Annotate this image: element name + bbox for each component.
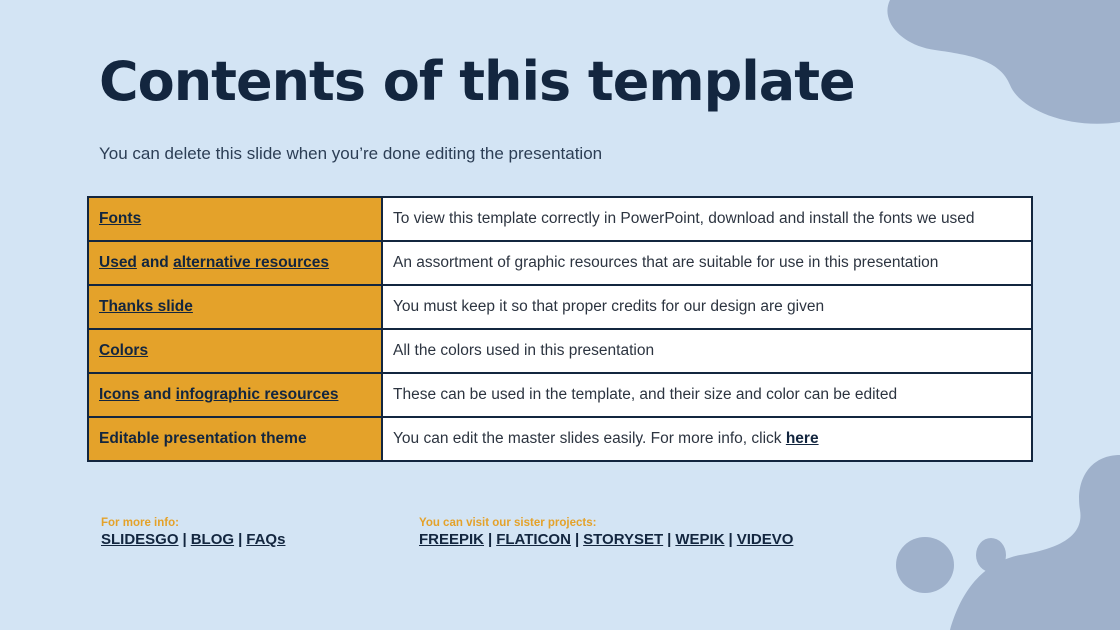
row-description-text: These can be used in the template, and their size and color can be edited — [393, 386, 898, 403]
decorative-blob-small-pebble — [975, 537, 1007, 573]
footer-sister-projects-title: You can visit our sister projects: — [419, 517, 597, 529]
row-description-cell — [382, 241, 1032, 285]
used-link[interactable]: Used — [99, 254, 137, 271]
row-label-cell — [88, 373, 382, 417]
decorative-blob-bottom-right — [940, 455, 1120, 630]
footer-sister-projects — [419, 517, 793, 548]
here-link[interactable]: here — [785, 430, 819, 447]
row-label-text: Editable presentation theme — [99, 430, 307, 447]
link-separator: | — [574, 531, 580, 548]
page-title: Contents of this template — [99, 50, 855, 113]
link-separator: | — [238, 531, 243, 548]
row-label-cell — [88, 417, 382, 461]
decorative-blob-top-right — [880, 0, 1120, 130]
wepik-link[interactable]: WEPIK — [675, 531, 725, 548]
link-separator: | — [667, 531, 672, 548]
table-row — [88, 241, 1032, 285]
flaticon-link[interactable]: FLATICON — [496, 531, 571, 548]
icons-link[interactable]: Icons — [99, 386, 140, 403]
row-description-cell — [382, 285, 1032, 329]
footer-sister-projects-links — [419, 531, 793, 548]
row-label-cell — [88, 329, 382, 373]
storyset-link[interactable]: STORYSET — [583, 531, 664, 548]
faqs-link[interactable]: FAQs — [246, 531, 286, 548]
row-description-text: All the colors used in this presentation — [393, 342, 655, 359]
row-description-cell — [382, 197, 1032, 241]
row-description-cell — [382, 417, 1032, 461]
row-description-text: To view this template correctly in PowerPoint, download and install the fonts we used — [393, 210, 975, 227]
table-row — [88, 197, 1032, 241]
page-subtitle: You can delete this slide when you’re done editing the presentation — [99, 144, 603, 163]
row-label-cell — [88, 197, 382, 241]
table-row — [88, 285, 1032, 329]
slidesgo-link[interactable]: SLIDESGO — [101, 531, 179, 548]
footer-more-info — [101, 517, 285, 548]
colors-link[interactable]: Colors — [99, 342, 149, 359]
row-description-cell — [382, 373, 1032, 417]
blog-link[interactable]: BLOG — [190, 531, 235, 548]
videvo-link[interactable]: VIDEVO — [736, 531, 794, 548]
freepik-link[interactable]: FREEPIK — [419, 531, 485, 548]
row-description-text: You can edit the master slides easily. For more info, click — [393, 430, 786, 447]
link-separator: | — [728, 531, 733, 548]
fonts-link[interactable]: Fonts — [99, 210, 142, 227]
alternative-resources-link[interactable]: alternative resources — [173, 254, 330, 271]
thanks-slide-link[interactable]: Thanks slide — [99, 298, 193, 315]
row-description-text: You must keep it so that proper credits for our design are given — [393, 298, 825, 315]
decorative-blob-pebble — [895, 535, 955, 595]
link-separator: | — [488, 531, 493, 548]
footer-more-info-links — [101, 531, 285, 548]
row-label-text: and — [136, 254, 174, 271]
footer-more-info-title: For more info: — [101, 517, 179, 529]
table-row — [88, 373, 1032, 417]
row-label-cell — [88, 241, 382, 285]
row-description-text: An assortment of graphic resources that are suitable for use in this presentation — [393, 254, 939, 271]
table-row — [88, 329, 1032, 373]
infographic-resources-link[interactable]: infographic resources — [175, 386, 339, 403]
link-separator: | — [182, 531, 187, 548]
row-label-cell — [88, 285, 382, 329]
table-row — [88, 417, 1032, 461]
contents-table — [87, 196, 1033, 462]
row-label-text: and — [139, 386, 176, 403]
row-description-cell — [382, 329, 1032, 373]
